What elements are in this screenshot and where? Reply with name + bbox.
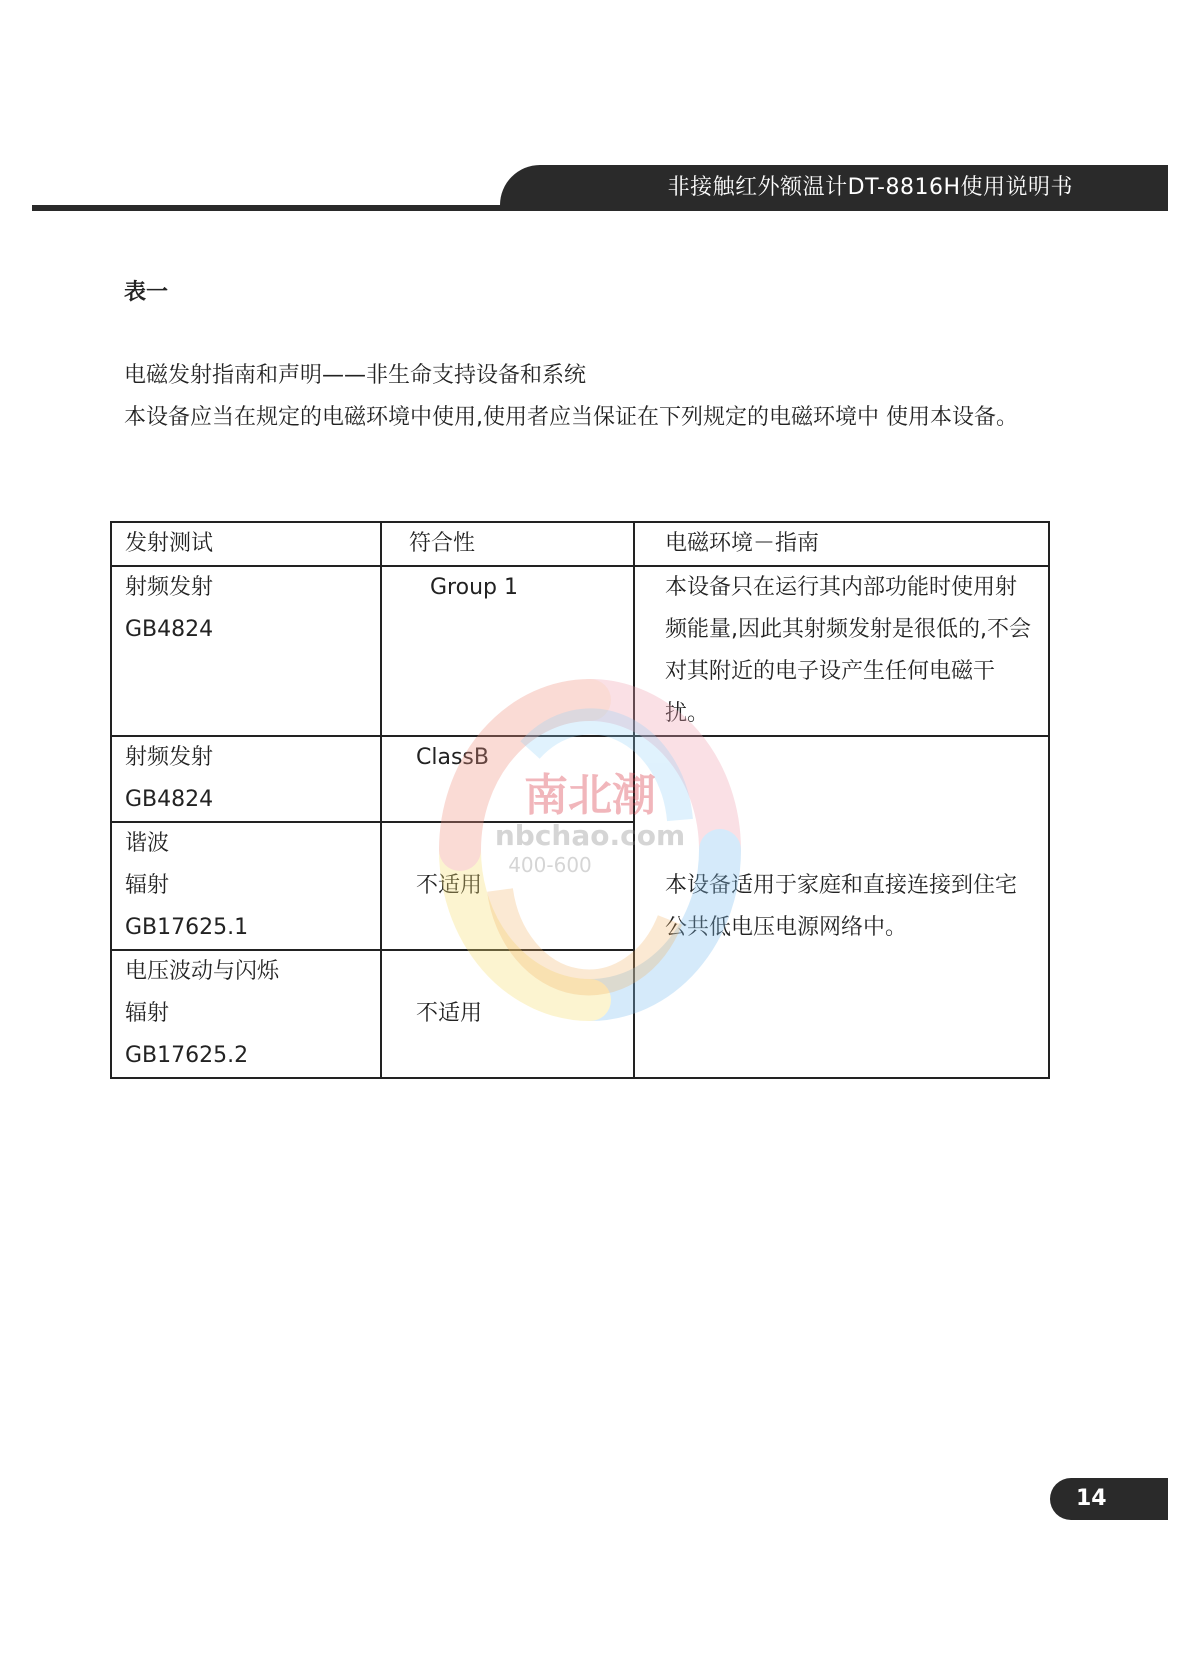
guidance-cell: 本设备只在运行其内部功能时使用射频能量,因此其射频发射是很低的,不会对其附近的电子设产生任何电磁干扰。 xyxy=(634,566,1049,736)
test-cell xyxy=(111,822,381,950)
intro-paragraph: 本设备应当在规定的电磁环境中使用,使用者应当保证在下列规定的电磁环境中 使用本设备。 xyxy=(124,405,1018,430)
intro-heading: 电磁发射指南和声明——非生命支持设备和系统 xyxy=(124,363,587,388)
page-number: 14 xyxy=(1076,1486,1107,1511)
table-row xyxy=(111,566,1049,736)
watermark-phone: 400-600 xyxy=(508,853,592,877)
test-name: 谐波 xyxy=(125,831,170,856)
test-name: 射频发射 xyxy=(125,575,214,600)
watermark-url: nbchao.com xyxy=(494,819,686,852)
header-compliance: 符合性 xyxy=(381,522,634,566)
compliance-cell: 不适用 xyxy=(381,950,634,1078)
test-cell xyxy=(111,736,381,822)
test-standard: GB17625.2 xyxy=(125,1043,249,1068)
merged-guidance-cell: 本设备适用于家庭和直接连接到住宅公共低电压电源网络中。 xyxy=(634,736,1049,1078)
table-caption: 表一 xyxy=(124,280,169,305)
intro-text xyxy=(124,355,1074,439)
emc-table xyxy=(110,521,1050,1079)
test-name: 射频发射 xyxy=(125,745,214,770)
table-row xyxy=(111,736,1049,822)
compliance-cell: 不适用 xyxy=(381,822,634,950)
table-header-row xyxy=(111,522,1049,566)
document-title: 非接触红外额温计DT-8816H使用说明书 xyxy=(667,175,1073,200)
test-standard: GB4824 xyxy=(125,787,214,812)
compliance-cell: Group 1 xyxy=(381,566,634,736)
header-emission-test: 发射测试 xyxy=(111,522,381,566)
header-banner xyxy=(500,165,1168,211)
test-standard: GB4824 xyxy=(125,617,214,642)
watermark-brand: 南北潮 xyxy=(524,770,656,821)
test-cell xyxy=(111,566,381,736)
test-subtype: 辐射 xyxy=(125,1001,170,1026)
test-cell xyxy=(111,950,381,1078)
compliance-cell: ClassB xyxy=(381,736,634,822)
page-number-badge xyxy=(1050,1478,1168,1520)
test-standard: GB17625.1 xyxy=(125,915,249,940)
test-subtype: 辐射 xyxy=(125,873,170,898)
header-guidance: 电磁环境－指南 xyxy=(634,522,1049,566)
test-name: 电压波动与闪烁 xyxy=(125,959,280,984)
